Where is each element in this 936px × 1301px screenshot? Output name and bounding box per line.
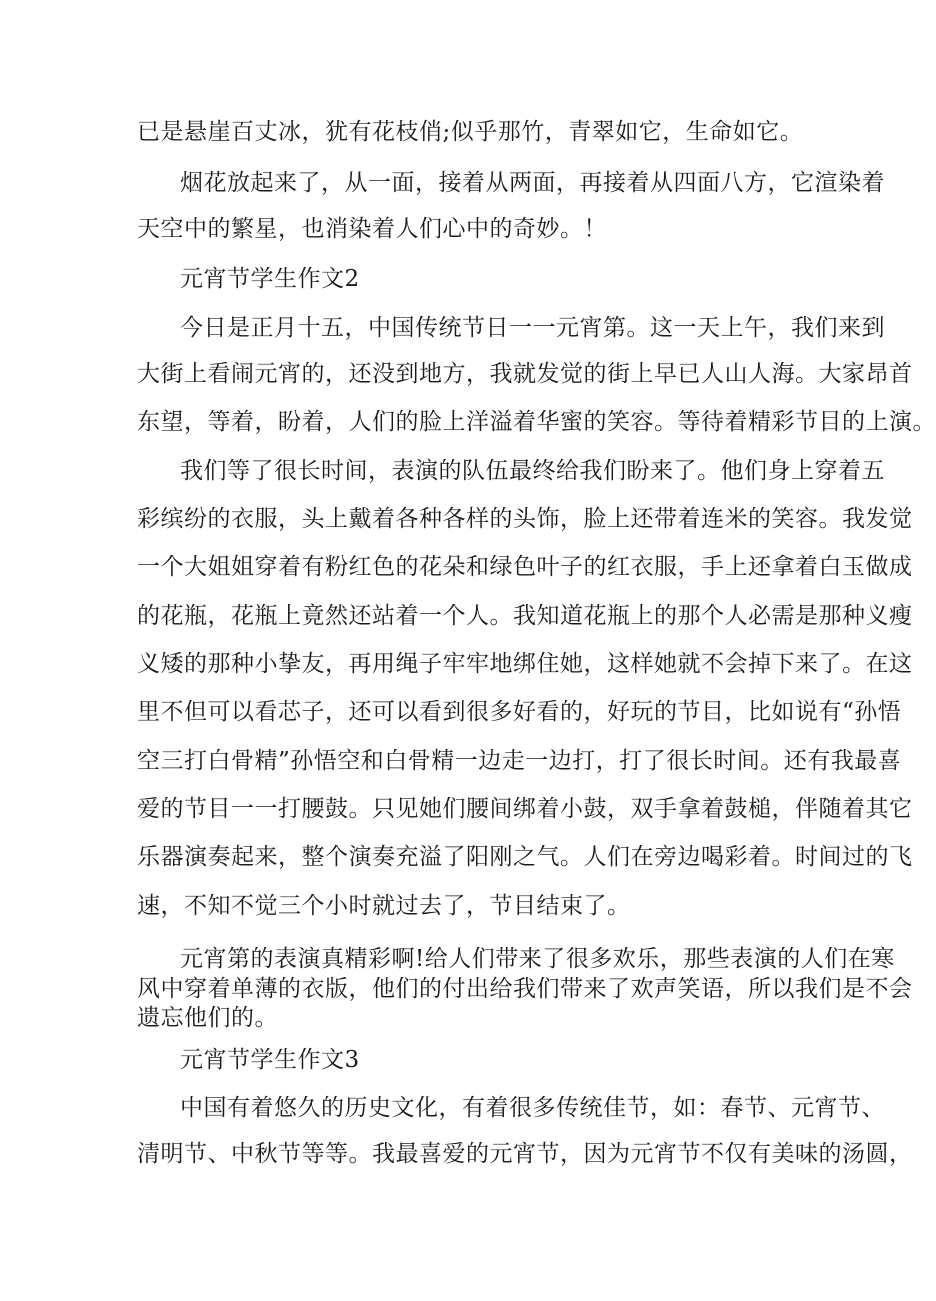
paragraph-first-line: 今日是正月十五，中国传统节日一一元宵第。这一天上午，我们来到 xyxy=(180,315,885,341)
text-line: 东望，等着，盼着，人们的脸上洋溢着华蜜的笑容。等待着精彩节目的上演。 xyxy=(137,409,936,435)
text-line: 乐器演奏起来，整个演奏充溢了阳刚之气。人们在旁边喝彩着。时间过的飞 xyxy=(137,844,913,870)
paragraph-first-line: 我们等了很长时间，表演的队伍最终给我们盼来了。他们身上穿着五 xyxy=(180,458,885,484)
text-line: 里不但可以看芯子，还可以看到很多好看的，好玩的节目，比如说有“孙悟 xyxy=(137,699,902,725)
text-line: 风中穿着单薄的衣版，他们的付出给我们带来了欢声笑语，所以我们是不会 xyxy=(137,976,913,1002)
text-line: 彩缤纷的衣服，头上戴着各种各样的头饰，脸上还带着连米的笑容。我发觉 xyxy=(137,506,913,532)
section-heading: 元宵节学生作文3 xyxy=(180,1047,360,1073)
text-line: 清明节、中秋节等等。我最喜爱的元宵节，因为元宵节不仅有美味的汤圆， xyxy=(137,1141,913,1167)
paragraph-first-line: 中国有着悠久的历史文化，有着很多传统佳节，如：春节、元宵节、 xyxy=(180,1095,885,1121)
text-line: 爱的节目一一打腰鼓。只见她们腰间绑着小鼓，双手拿着鼓槌，伴随着其它 xyxy=(137,796,913,822)
text-line: 遗忘他们的。 xyxy=(137,1005,278,1031)
text-line: 义矮的那种小挚友，再用绳子牢牢地绑住她，这样她就不会掉下来了。在这 xyxy=(137,651,913,677)
paragraph-first-line: 元宵第的表演真精彩啊!给人们带来了很多欢乐，那些表演的人们在寒 xyxy=(180,946,895,972)
text-line: 速，不知不觉三个小时就过去了，节目结束了。 xyxy=(137,893,631,919)
text-line: 空三打白骨精”孙悟空和白骨精一边走一边打，打了很长时间。还有我最喜 xyxy=(137,748,902,774)
text-line: 已是悬崖百丈冰，犹有花枝俏;似乎那竹，青翠如它，生命如它。 xyxy=(137,119,804,145)
text-line: 一个大姐姐穿着有粉红色的花朵和绿色叶子的红衣服，手上还拿着白玉做成 xyxy=(137,554,913,580)
section-heading: 元宵节学生作文2 xyxy=(180,266,360,292)
text-line: 天空中的繁星，也消染着人们心中的奇妙。！ xyxy=(137,216,607,242)
paragraph-first-line: 烟花放起来了，从一面，接着从两面，再接着从四面八方，它渲染着 xyxy=(180,170,885,196)
text-line: 大街上看闹元宵的，还没到地方，我就发觉的街上早已人山人海。大家昂首 xyxy=(137,361,913,387)
text-line: 的花瓶，花瓶上竟然还站着一个人。我知道花瓶上的那个人必需是那种义瘦 xyxy=(137,603,913,629)
